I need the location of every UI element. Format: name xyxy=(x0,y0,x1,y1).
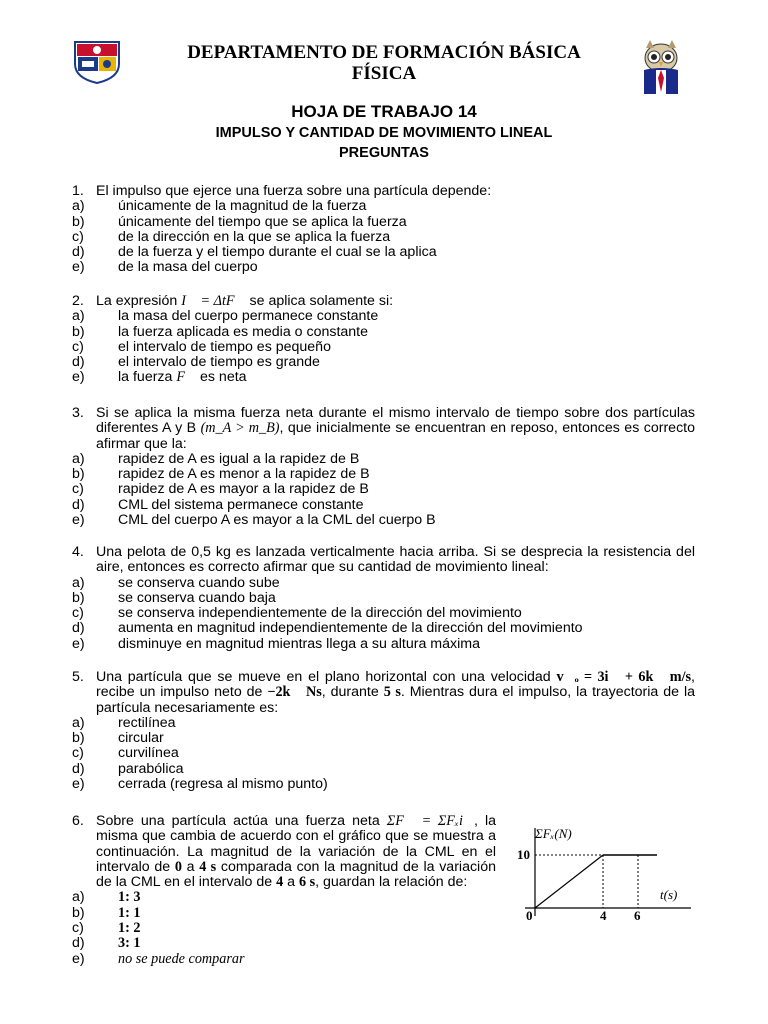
option: e) no se puede comparar xyxy=(72,950,245,967)
question-4: 4. Una pelota de 0,5 kg es lanzada verticalmente hacia arriba. Si se desprecia la resistencia del aire, entonces es correcto afirmar que su cantidad de movimiento lineal: a) se conserva cuando sube b) se conserva cuando baja c) se conserva independientemente de la dirección del movimiento d) aumenta en magnitud independientemente de la dirección del movimiento e) disminuye en magnitud mientras llega a su altura máxima xyxy=(72,544,695,652)
option: e) cerrada (regresa al mismo punto) xyxy=(72,776,328,793)
force-time-graph xyxy=(505,822,695,928)
option: b) la fuerza aplicada es media o constante xyxy=(72,323,369,340)
option: c) 1: 2 xyxy=(72,920,141,937)
option: e) disminuye en magnitud mientras llega a su altura máxima xyxy=(72,635,480,652)
x-tick-0: 0 xyxy=(526,908,533,923)
option: c) el intervalo de tiempo es pequeño xyxy=(72,338,331,355)
y-tick-10: 10 xyxy=(517,847,530,862)
option: a) la masa del cuerpo permanece constante xyxy=(72,308,379,325)
option: d) 3: 1 xyxy=(72,935,141,952)
x-tick-4: 4 xyxy=(600,908,607,923)
option: d) CML del sistema permanece constante xyxy=(72,496,364,513)
worksheet-subtitle: IMPULSO Y CANTIDAD DE MOVIMIENTO LINEAL xyxy=(215,125,553,141)
option: d) aumenta en magnitud independientemente de la dirección del movimiento xyxy=(72,620,583,637)
worksheet-title: HOJA DE TRABAJO 14 xyxy=(291,102,477,121)
option: d) el intervalo de tiempo es grande xyxy=(72,354,320,371)
option: c) rapidez de A es mayor a la rapidez de B xyxy=(72,481,369,498)
x-tick-6: 6 xyxy=(634,908,641,923)
option: b) circular xyxy=(72,730,164,747)
option: c) curvilínea xyxy=(72,745,179,762)
y-axis-label: ΣFₓ(N) xyxy=(535,826,572,841)
x-axis-label: t(s) xyxy=(660,887,678,902)
option: a) únicamente de la magnitud de la fuerza xyxy=(72,198,367,215)
option: a) rapidez de A es igual a la rapidez de B xyxy=(72,450,360,467)
question-3: 3. Si se aplica la misma fuerza neta durante el mismo intervalo de tiempo sobre dos partículas diferentes A y B (m_A > m_B), que inicialmente se encuentran en reposo, entonces es correcto afirmar que la: a) rapidez de A es igual a la rapidez de B b) rapidez de A es menor a la rapidez de B c) rapidez de A es mayor a la rapidez de B d) CML del sistema permanece constante e) CML del cuerpo A es mayor a la CML del cuerpo B xyxy=(72,405,695,529)
option: b) 1: 1 xyxy=(72,904,141,921)
option: a) se conserva cuando sube xyxy=(72,574,280,591)
option: e) la fuerza F⃗ es neta xyxy=(72,369,247,386)
ramp-segment xyxy=(535,855,603,908)
department-heading: DEPARTAMENTO DE FORMACIÓN BÁSICA FÍSICA xyxy=(187,42,581,84)
section-heading: PREGUNTAS xyxy=(339,145,429,161)
option: d) de la fuerza y el tiempo durante el cual se la aplica xyxy=(72,244,437,261)
option: c) de la dirección en la que se aplica la fuerza xyxy=(72,228,391,245)
option: e) CML del cuerpo A es mayor a la CML del cuerpo B xyxy=(72,512,436,529)
question-6: 6. Sobre una partícula actúa una fuerza neta ΣF⃗ = ΣFₓi⃗, la misma que cambia de acuerdo con el gráfico que se muestra a continuación. La magnitud de la variación de la CML en el intervalo de 0 a 4 s comparada con la magnitud de la variación de la CML en el intervalo de 4 a 6 s, guardan la relación de: a) 1: 3 b) 1: 1 c) 1: 2 d) 3: 1 e) no se puede comparar xyxy=(72,814,695,967)
option: b) se conserva cuando baja xyxy=(72,589,276,606)
option: b) rapidez de A es menor a la rapidez de B xyxy=(72,466,370,483)
option: b) únicamente del tiempo que se aplica la fuerza xyxy=(72,213,407,230)
question-2: 2. La expresión I⃗ = ΔtF⃗ se aplica solamente si: a) la masa del cuerpo permanece constante b) la fuerza aplicada es media o constante c) el intervalo de tiempo es pequeño d) el intervalo de tiempo es grande e) la fuerza F⃗ es neta xyxy=(72,294,695,386)
option: d) parabólica xyxy=(72,760,184,777)
option: c) se conserva independientemente de la dirección del movimiento xyxy=(72,605,522,622)
option: a) 1: 3 xyxy=(72,889,141,906)
question-5: 5. Una partícula que se mueve en el plano horizontal con una velocidad v⃗ₒ = 3i⃗ + 6k⃗ m/s, recibe un impulso neto de −2k⃗ Ns, durante 5 s. Mientras dura el impulso, la trayectoria de la partícula necesariamente es: a) rectilínea b) circular c) curvilínea d) parabólica e) cerrada (regresa al mismo punto) xyxy=(72,669,695,793)
option: a) rectilínea xyxy=(72,714,176,731)
question-1: 1. El impulso que ejerce una fuerza sobre una partícula depende: a) únicamente de la magnitud de la fuerza b) únicamente del tiempo que se aplica la fuerza c) de la dirección en la que se aplica la fuerza d) de la fuerza y el tiempo durante el cual se la aplica e) de la masa del cuerpo xyxy=(72,184,695,276)
option: e) de la masa del cuerpo xyxy=(72,259,258,276)
